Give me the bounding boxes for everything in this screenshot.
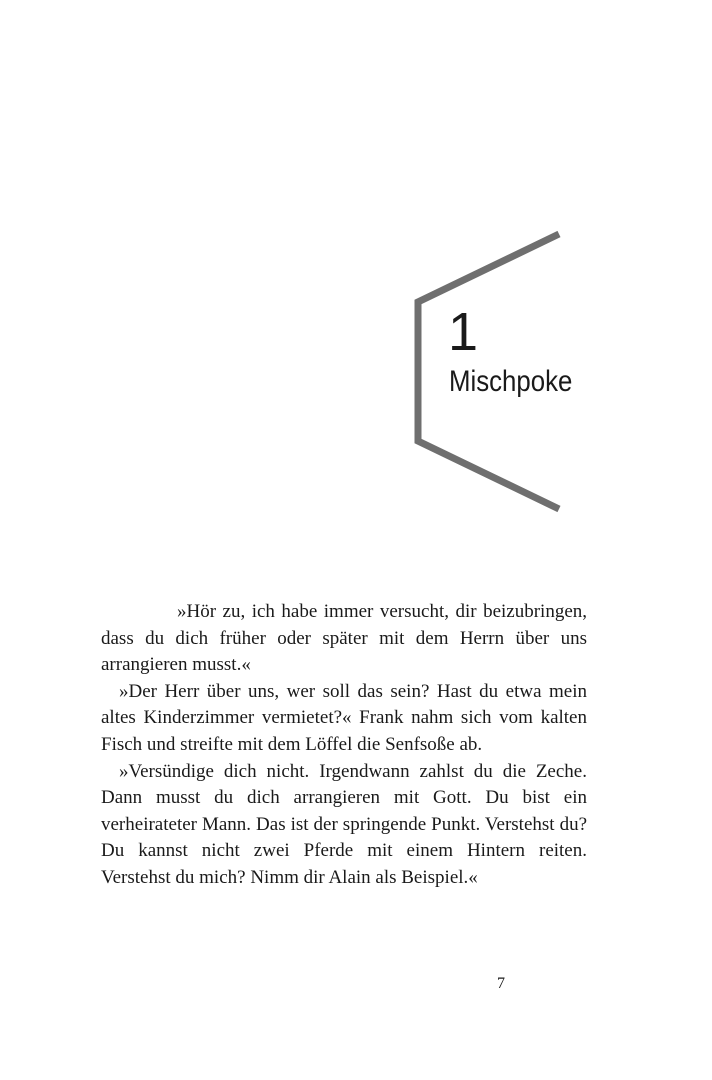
page-number: 7 [497,975,505,992]
body-text [101,599,587,892]
chapter-title: Mischpoke [449,365,573,398]
chapter-number: 1 [448,302,479,362]
paragraph: »Der Herr über uns, wer soll das sein? Hast du etwa mein altes Kinderzimmer vermietet?« Frank nahm sich vom kalten Fisch und streifte mit dem Löffel die Senfsoße ab. [101,680,587,755]
paragraph: »Hör zu, ich habe immer versucht, dir beizubringen, dass du dich früher oder später mit dem Herrn über uns arrangieren musst.« [101,601,587,676]
paragraph: »Versündige dich nicht. Irgendwann zahlst du die Zeche. Dann musst du dich arrangieren mit Gott. Du bist ein verheirateter Mann. Das ist der springende Punkt. Verstehst du? Du kannst nicht zwei Pferde mit einem Hintern reiten. Verstehst du mich? Nimm dir Alain als Beispiel.« [101,760,587,888]
